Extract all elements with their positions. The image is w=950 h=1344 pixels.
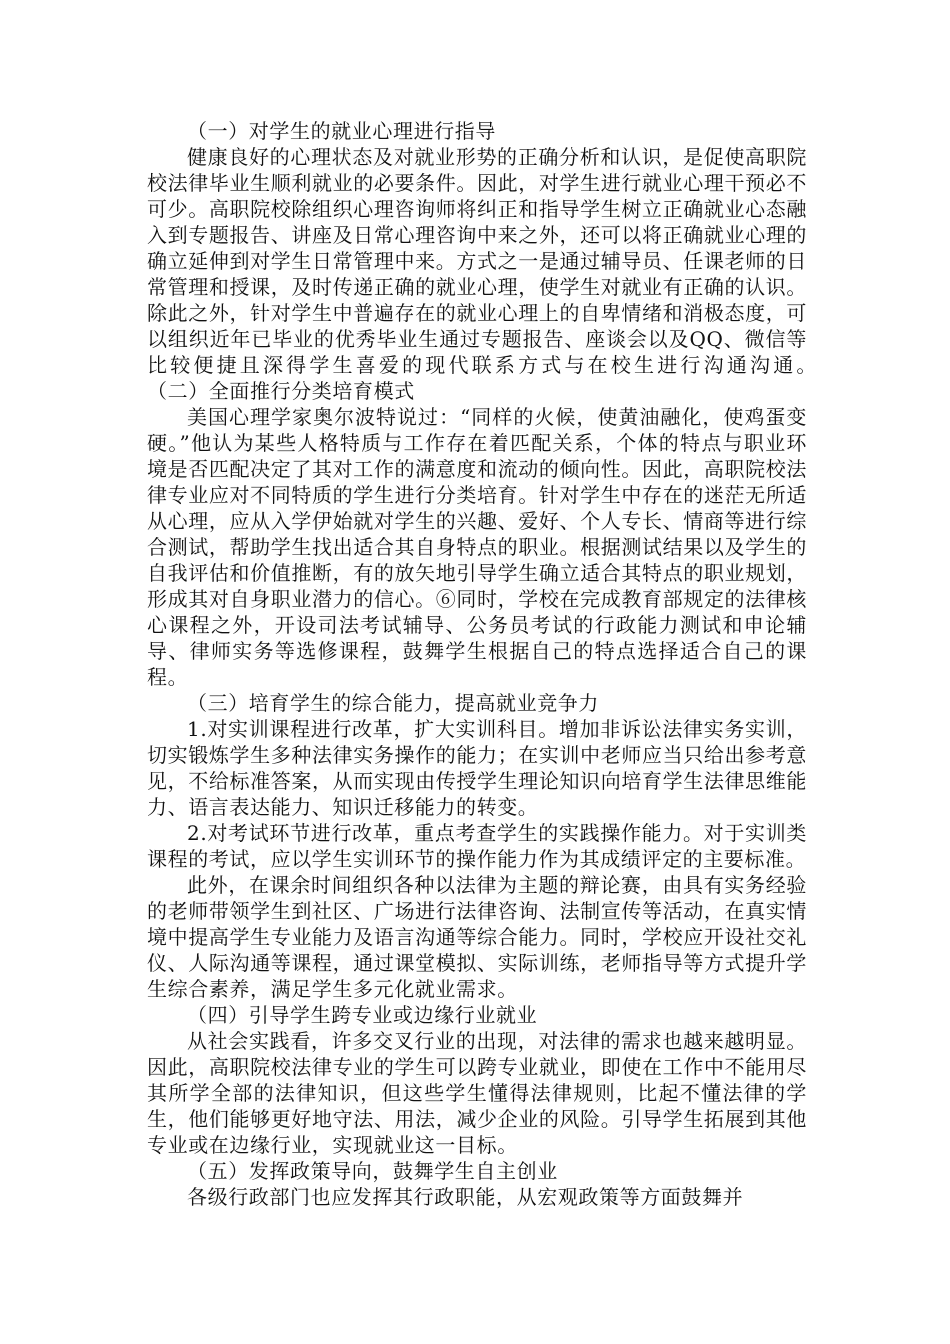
paragraph-policy-support: 各级行政部门也应发挥其行政职能，从宏观政策等方面鼓舞并 bbox=[187, 1185, 744, 1209]
paragraph-extracurricular: 此外，在课余时间组织各种以法律为主题的辩论赛，由具有实务经验的老师带领学生到社区、广场进行法律咨询、法制宣传等活动，在真实情境中提高学生专业能力及语言沟通等综合能力。同时，学校应开设社交礼仪、人际沟通等课程，通过课堂模拟、实际训练，老师指导等方式提升学生综合素养，满足学生多元化就业需求。 bbox=[147, 873, 807, 1001]
section-heading-5: （五）发挥政策导向，鼓舞学生自主创业 bbox=[187, 1159, 558, 1183]
section-heading-4: （四）引导学生跨专业或边缘行业就业 bbox=[187, 1003, 538, 1027]
document-body bbox=[147, 118, 890, 1210]
paragraph-cross-discipline: 从社会实践看，许多交叉行业的出现，对法律的需求也越来越明显。因此，高职院校法律专业的学生可以跨专业就业，即使在工作中不能用尽其所学全部的法律知识，但这些学生懂得法律规则，比起不懂法律的学生，他们能够更好地守法、用法，减少企业的风险。引导学生拓展到其他专业或在边缘行业，实现就业这一目标。 bbox=[147, 1029, 807, 1157]
paragraph-exam-reform: 2.对考试环节进行改革，重点考查学生的实践操作能力。对于实训类课程的考试，应以学生实训环节的操作能力作为其成绩评定的主要标准。 bbox=[147, 821, 807, 871]
section-heading-3: （三）培育学生的综合能力，提高就业竞争力 bbox=[187, 691, 599, 715]
paragraph-employment-psychology: 健康良好的心理状态及对就业形势的正确分析和认识，是促使高职院校法律毕业生顺利就业的必要条件。因此，对学生进行就业心理干预必不可少。高职院校除组织心理咨询师将纠正和指导学生树立正确就业心态融入到专题报告、讲座及日常心理咨询中来之外，还可以将正确就业心理的确立延伸到对学生日常管理中来。方式之一是通过辅导员、任课老师的日常管理和授课，及时传递正确的就业心理，使学生对就业有正确的认识。除此之外，针对学生中普遍存在的就业心理上的自卑情绪和消极态度，可以组织近年已毕业的优秀毕业生通过专题报告、座谈会以及QQ、微信等比较便捷且深得学生喜爱的现代联系方式与在校生进行沟通沟通。 （二）全面推行分类培育模式 bbox=[147, 145, 890, 403]
section-heading-1: （一）对学生的就业心理进行指导 bbox=[187, 119, 496, 143]
paragraph-allport-quote: 美国心理学家奥尔波特说过：“同样的火候，使黄油融化，使鸡蛋变硬。”他认为某些人格特质与工作存在着匹配关系，个体的特点与职业环境是否匹配决定了其对工作的满意度和流动的倾向性。因此，高职院校法律专业应对不同特质的学生进行分类培育。针对学生中存在的迷茫无所适从心理，应从入学伊始就对学生的兴趣、爱好、个人专长、情商等进行综合测试，帮助学生找出适合其自身特点的职业。根据测试结果以及学生的自我评估和价值推断，有的放矢地引导学生确立适合其特点的职业规划，形成其对自身职业潜力的信心。⑥同时，学校在完成教育部规定的法律核心课程之外，开设司法考试辅导、公务员考试的行政能力测试和申论辅导、律师实务等选修课程，鼓舞学生根据自己的特点选择适合自己的课程。 bbox=[147, 405, 807, 689]
paragraph-training-reform: 1.对实训课程进行改革，扩大实训科目。增加非诉讼法律实务实训，切实锻炼学生多种法律实务操作的能力；在实训中老师应当只给出参考意见，不给标准答案，从而实现由传授学生理论知识向培育学生法律思维能力、语言表达能力、知识迁移能力的转变。 bbox=[147, 717, 807, 819]
